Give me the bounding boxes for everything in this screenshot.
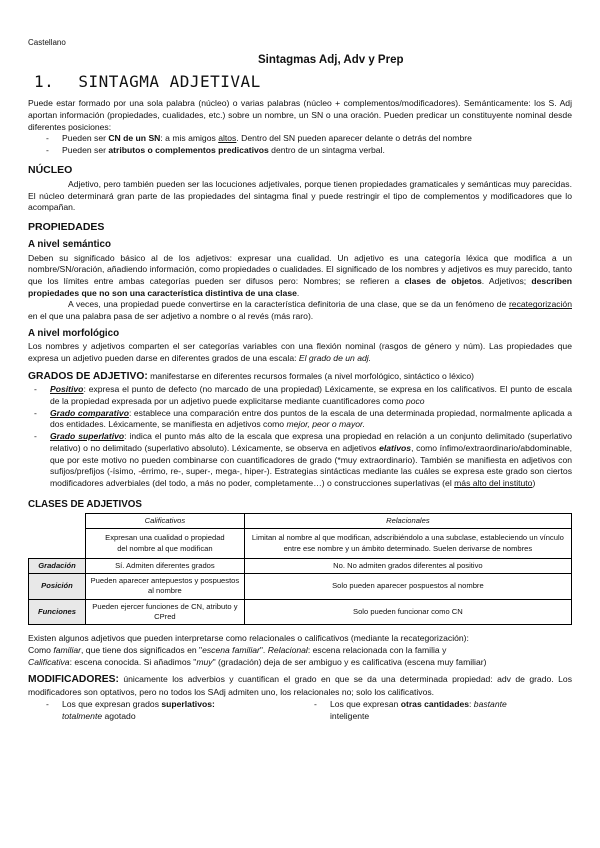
modificadores-paragraph: MODIFICADORES: únicamente los adverbios y cuantifican el grado en que se da una determinada propiedad: adv de grado. Los modificadores son optativos, pero no todos los SAdj admiten uno, los relacionales no; solo los calificativos. <box>28 674 572 698</box>
table-row: Gradación Sí. Admiten diferentes grados No. No admiten grados diferentes al positivo <box>29 558 572 573</box>
table-row: Funciones Pueden ejercer funciones de CN, atributo y CPred Solo pueden funcionar como CN <box>29 599 572 625</box>
morfologico-heading: A nivel morfológico <box>28 327 120 339</box>
clases-table <box>28 513 572 626</box>
section-title: SINTAGMA ADJETIVAL <box>78 71 261 91</box>
subject-label: Castellano <box>28 38 66 47</box>
list-item: - Positivo: expresa el punto de defecto (no marcado de una propiedad) Léxicamente, se expresa en los calificativos. El punto de escala de la propiedad expresada por un adjetivo puede explicitarse mediante cuantificadores como poco <box>34 384 572 407</box>
modificadores-list <box>28 699 572 722</box>
nucleo-heading: NÚCLEO <box>28 163 73 176</box>
semantico-paragraph: Deben su significado básico al de los adjetivos: expresar una cualidad. Un adjetivo es una categoría léxica que modifica a un nombre/SN/oración, añadiendo información, como propiedades o cualidades. El significado de los nombres y adjetivos es muy parecido, tanto que los límites entre ambas categorías pueden ser difusos pero: Nombres; se refieren a clases de objetos. Adjetivos; describen propiedades que no son una característica distintiva de una clase. <box>28 252 573 298</box>
morfologico-paragraph: Los nombres y adjetivos comparten el ser categorías variables con una flexión nominal (rasgos de género y núm). Las propiedades que expresa un adjetivo pueden darse en diferentes grados de una escala: El grado de un adj. <box>28 341 572 363</box>
intro-paragraph: Puede estar formado por una sola palabra (núcleo) o varias palabras (núcleo + complementos/modificadores). Semánticamente: los S. Adj aportan información (propiedades, cualidades, etc.) sobre un nombre, un SN o una oración. Pueden predicar un constituyente nominal desde diferentes posiciones: <box>28 98 572 132</box>
col-calificativos: Calificativos <box>86 513 245 528</box>
list-item: - Los que expresan grados superlativos: totalmente agotado <box>46 699 300 722</box>
recategorizacion-block: Existen algunos adjetivos que pueden interpretarse como relacionales o calificativos (mediante la recategorización): Como familiar, que tiene dos significados en "escena familiar". Relacional: escena relacionada con la familia y Calificativa: escena conocida. Si añadimos "muy" (gradación) deja de ser ambiguo y es calificativa (escena muy familiar) <box>28 633 487 667</box>
section-heading <box>34 71 572 93</box>
grados-list <box>28 384 572 489</box>
intro-list <box>28 133 572 156</box>
clases-heading: CLASES DE ADJETIVOS <box>28 498 142 510</box>
list-item: - Pueden ser atributos o complementos predicativos dentro de un sintagma verbal. <box>46 145 572 157</box>
document-title: Sintagmas Adj, Adv y Prep <box>258 53 404 66</box>
list-item: - Los que expresan otras cantidades: bastante inteligente <box>314 699 572 722</box>
recategorizacion-paragraph: A veces, una propiedad puede convertirse en la característica definitoria de una clase, que se da un fenómeno de recategorización en el que una palabra pasa de ser adjetivo a nombre o al revés (más raro). <box>28 299 572 322</box>
semantico-heading: A nivel semántico <box>28 239 111 251</box>
list-item: - Grado superlativo: indica el punto más alto de la escala que expresa una propiedad en relación a un conjunto delimitado (superlativo relativo) o no delimitado (superlativo absoluto). Léxicamente, se observa en adjetivos elativos, como ínfimo/extraordinario/abdominable, que por este motivo no pueden combinarse con cuantificadores de grado (*muy extraordinario). También se manifiesta en adjetivos con sufijos/prefijos (-ísimo, -érrimo, re-, super-, mega-, hiper-). Estrategias sintácticas mediante las cuáles se expresa este grado son ciertos modificadores adverbiales (del todo, a más no poder, completamente…) o construcciones superlativas (el más alto del instituto) <box>34 431 572 489</box>
section-number: 1. <box>34 71 55 91</box>
def-calificativos: Expresan una cualidad o propiedad del nombre al que modifican <box>86 529 245 559</box>
nucleo-paragraph: Adjetivo, pero también pueden ser las locuciones adjetivales, porque tienen propiedades gramaticales y semánticas muy parecidas. El núcleo determinará gran parte de las propiedades del sintagma final y puede restringir el tipo de complementos y modificadores que lo acompañan. <box>28 178 572 213</box>
list-item: - Grado comparativo: establece una comparación entre dos puntos de la escala de una determinada propiedad, normalmente aplicada a dos entidades. Léxicamente, se manifiesta en adjetivos como mejor, peor o mayor. <box>34 408 572 431</box>
propiedades-heading: PROPIEDADES <box>28 221 105 234</box>
table-row: Posición Pueden aparecer antepuestos y pospuestos al nombre Solo pueden aparecer pospuestos al nombre <box>29 574 572 600</box>
col-relacionales: Relacionales <box>244 513 571 528</box>
def-relacionales: Limitan al nombre al que modifican, adscribiéndolo a una subclase, estableciendo un vínculo entre ese nombre y un ámbito determinado. Suelen derivarse de nombres <box>244 529 571 559</box>
list-item: - Pueden ser CN de un SN: a mis amigos altos. Dentro del SN pueden aparecer delante o detrás del nombre <box>46 133 572 145</box>
grados-heading: GRADOS DE ADJETIVO: manifestarse en diferentes recursos formales (a nivel morfológico, sintáctico o léxico) <box>28 371 474 383</box>
